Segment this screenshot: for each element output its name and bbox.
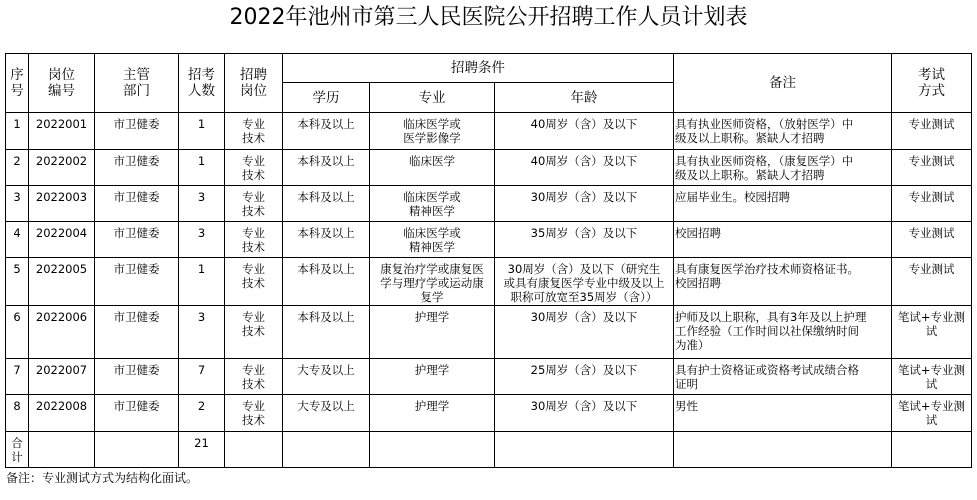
header-dept: 主管 部门 [95,54,179,113]
major-cell [370,359,495,395]
remark-cell-line: 为准） [675,338,710,352]
age-cell [495,222,674,258]
post-cell-line: 技术 [242,204,265,218]
age-cell-line: 25周岁（含）及以下 [530,363,638,377]
table-row [6,359,972,395]
seq-cell: 3 [6,186,29,222]
age-cell-line: 职称可放宽至35周岁（含）） [510,290,658,304]
seq-cell: 7 [6,359,29,395]
education-cell: 大专及以上 [283,395,370,432]
table-row [6,222,972,258]
major-cell-line: 精神医学 [409,240,455,254]
header-post: 招聘 岗位 [225,54,283,113]
remark-cell-line: 具有执业医师资格，（康复医学）中 [675,154,854,168]
exam-cell: 专业测试 [892,150,972,186]
seq-cell: 8 [6,395,29,432]
dept-cell: 市卫健委 [95,222,179,258]
remark-cell-line: 护师及以上职称，具有3年及以上护理 [675,310,867,324]
total-label-cell-line: 合 [11,436,23,450]
post-cell-line: 技术 [242,377,265,391]
age-cell [495,150,674,186]
age-cell [495,306,674,359]
header-major: 专业 [370,83,495,113]
empty-cell [674,432,892,468]
post-cell-line: 专业 [242,363,265,377]
code-cell: 2022008 [29,395,95,432]
post-cell-line: 专业 [242,117,265,131]
seq-cell: 6 [6,306,29,359]
empty-cell [95,432,179,468]
remark-cell-line: 证明 [675,377,698,391]
post-cell [225,359,283,395]
education-cell: 本科及以上 [283,258,370,306]
post-cell [225,395,283,432]
header-age: 年龄 [495,83,674,113]
dept-cell: 市卫健委 [95,359,179,395]
remark-cell [674,186,892,222]
exam-cell: 专业测试 [892,222,972,258]
education-cell: 本科及以上 [283,150,370,186]
major-cell [370,306,495,359]
major-cell-line: 临床医学 [409,154,455,168]
age-cell [495,395,674,432]
remark-cell-line: 具有执业医师资格，（放射医学）中 [675,117,854,131]
remark-cell-line: 具有护士资格证或资格考试成绩合格 [675,363,859,377]
remark-cell-line: 男性 [675,399,698,413]
empty-cell [892,432,972,468]
table-row [6,258,972,306]
dept-cell: 市卫健委 [95,258,179,306]
post-cell [225,222,283,258]
post-cell-line: 技术 [242,413,265,427]
footnote: 备注：专业测试方式为结构化面试。 [6,471,199,485]
major-cell-line: 复学 [420,290,444,304]
education-cell: 本科及以上 [283,113,370,150]
code-cell: 2022005 [29,258,95,306]
count-cell: 7 [179,359,225,395]
header-education: 学历 [283,83,370,113]
post-cell-line: 专业 [242,262,265,276]
header-exam: 考试 方式 [892,54,972,113]
table-row [6,395,972,432]
major-cell-line: 精神医学 [409,204,455,218]
age-cell-line: 30周岁（含）及以下 [530,190,638,204]
major-cell-line: 临床医学或 [403,117,461,131]
age-cell-line: 40周岁（含）及以下 [530,117,638,131]
post-cell-line: 专业 [242,190,265,204]
education-cell: 本科及以上 [283,186,370,222]
post-cell [225,113,283,150]
exam-cell: 笔试+专业测试 [892,306,972,359]
count-cell: 1 [179,113,225,150]
education-cell: 本科及以上 [283,306,370,359]
header-row [6,54,972,83]
empty-cell [283,432,370,468]
major-cell-line: 护理学 [414,363,450,377]
post-cell-line: 专业 [242,154,265,168]
age-cell-line: 40周岁（含）及以下 [530,154,638,168]
age-cell-line: 30周岁（含）及以下 [530,399,638,413]
age-cell-line: 35周岁（含）及以下 [530,226,638,240]
code-cell: 2022002 [29,150,95,186]
post-cell-line: 专业 [242,399,265,413]
count-cell: 2 [179,395,225,432]
age-cell-line: 或具有康复医学专业中级及以上 [503,276,665,290]
post-cell [225,258,283,306]
exam-cell: 专业测试 [892,113,972,150]
post-cell-line: 技术 [242,131,265,145]
remark-cell-line: 级及以上职称。紧缺人才招聘 [675,131,825,145]
post-cell-line: 技术 [242,168,265,182]
remark-cell-line: 应届毕业生。校园招聘 [675,190,790,204]
post-cell-line: 技术 [242,240,265,254]
age-cell-line: 30周岁（含）及以下（研究生 [507,262,661,276]
remark-cell [674,359,892,395]
code-cell: 2022001 [29,113,95,150]
header-seq: 序 号 [6,54,29,113]
seq-cell: 1 [6,113,29,150]
exam-cell: 笔试+专业测试 [892,359,972,395]
education-cell: 大专及以上 [283,359,370,395]
code-cell: 2022007 [29,359,95,395]
post-cell-line: 技术 [242,276,265,290]
major-cell [370,222,495,258]
age-cell [495,359,674,395]
empty-cell [29,432,95,468]
empty-cell [495,432,674,468]
remark-cell [674,258,892,306]
seq-cell: 2 [6,150,29,186]
table-row [6,113,972,150]
major-cell-line: 康复治疗学或康复医 [380,262,484,276]
count-cell: 3 [179,186,225,222]
age-cell [495,186,674,222]
count-cell: 3 [179,222,225,258]
total-label-cell-line: 计 [11,450,23,464]
seq-cell: 4 [6,222,29,258]
exam-cell: 笔试+专业测试 [892,395,972,432]
post-cell [225,186,283,222]
remark-cell [674,395,892,432]
table-row [6,186,972,222]
post-cell [225,306,283,359]
major-cell-line: 临床医学或 [403,190,461,204]
count-cell: 1 [179,258,225,306]
dept-cell: 市卫健委 [95,113,179,150]
code-cell: 2022003 [29,186,95,222]
table-row [6,306,972,359]
education-cell: 本科及以上 [283,222,370,258]
age-cell-line: 30周岁（含）及以下 [530,310,638,324]
header-code: 岗位 编号 [29,54,95,113]
remark-cell-line: 工作经验（工作时间以社保缴纳时间 [675,324,859,338]
header-remark: 备注 [674,54,892,113]
dept-cell: 市卫健委 [95,186,179,222]
major-cell-line: 临床医学或 [403,226,461,240]
remark-cell [674,222,892,258]
total-row [6,432,972,468]
count-cell: 3 [179,306,225,359]
exam-cell: 专业测试 [892,258,972,306]
total-count-cell: 21 [179,432,225,468]
major-cell-line: 护理学 [414,399,450,413]
major-cell [370,395,495,432]
code-cell: 2022006 [29,306,95,359]
post-cell-line: 专业 [242,310,265,324]
table-row [6,150,972,186]
major-cell-line: 护理学 [414,310,450,324]
major-cell [370,258,495,306]
dept-cell: 市卫健委 [95,306,179,359]
count-cell: 1 [179,150,225,186]
remark-cell-line: 校园招聘 [675,276,721,290]
post-cell-line: 专业 [242,226,265,240]
major-cell [370,186,495,222]
dept-cell: 市卫健委 [95,395,179,432]
remark-cell-line: 级及以上职称。紧缺人才招聘 [675,168,825,182]
recruitment-plan-table [5,53,972,468]
page-title: 2022年池州市第三人民医院公开招聘工作人员计划表 [229,5,748,30]
empty-cell [370,432,495,468]
remark-cell-line: 校园招聘 [675,226,721,240]
age-cell [495,258,674,306]
empty-cell [225,432,283,468]
exam-cell: 专业测试 [892,186,972,222]
remark-cell-line: 具有康复医学治疗技术师资格证书。 [675,262,859,276]
seq-cell: 5 [6,258,29,306]
header-count: 招考 人数 [179,54,225,113]
code-cell: 2022004 [29,222,95,258]
post-cell [225,150,283,186]
post-cell-line: 技术 [242,324,265,338]
remark-cell [674,113,892,150]
remark-cell [674,150,892,186]
major-cell-line: 学与理疗学或运动康 [380,276,484,290]
major-cell [370,113,495,150]
total-label-cell [6,432,29,468]
remark-cell [674,306,892,359]
age-cell [495,113,674,150]
major-cell [370,150,495,186]
dept-cell: 市卫健委 [95,150,179,186]
header-conditions: 招聘条件 [283,54,674,83]
major-cell-line: 医学影像学 [403,131,461,145]
